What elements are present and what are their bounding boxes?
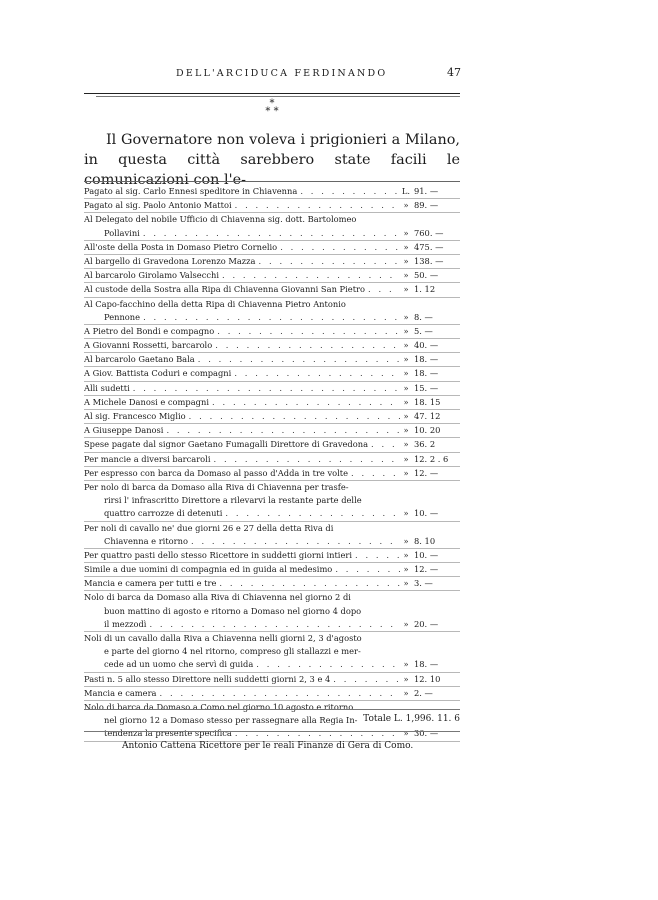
entry-line — [84, 213, 460, 226]
ledger-entry — [84, 687, 460, 700]
entry-line — [84, 269, 460, 282]
ledger-entry — [84, 673, 460, 686]
entry-text: Alli sudetti — [84, 382, 130, 393]
entry-text: Spese pagate dal signor Gaetano Fumagalli Direttore di Gravedona — [84, 439, 369, 450]
ledger-entry — [84, 410, 460, 423]
expense-ledger — [84, 185, 460, 742]
entry-text: Mancia e camera — [84, 687, 157, 698]
ledger-entry — [84, 438, 460, 451]
entry-line — [84, 481, 460, 494]
entry-amount: 1. 12 — [414, 284, 436, 295]
entry-currency: » — [403, 241, 409, 252]
leader-dots — [235, 199, 400, 212]
entry-line — [84, 658, 460, 671]
entry-text: Chiavenna e ritorno — [104, 535, 188, 546]
ledger-entry — [84, 467, 460, 480]
ledger-entry — [84, 577, 460, 590]
entry-text: Noli di un cavallo dalla Riva a Chiavenna nelli giorni 2, 3 d'agosto — [84, 633, 362, 643]
entry-currency: » — [403, 411, 409, 421]
entry-text: Al barcarolo Gaetano Bala — [84, 354, 195, 365]
leader-dots — [160, 687, 400, 700]
entry-text: cede ad un uomo che servì di guida — [104, 659, 254, 670]
entry-currency: » — [403, 508, 409, 519]
ledger-entry — [84, 325, 460, 338]
ledger-entry — [84, 563, 460, 576]
entry-line — [84, 185, 460, 198]
entry-amount: 91. — — [414, 186, 439, 196]
ledger-entry — [84, 382, 460, 395]
entry-line — [84, 311, 460, 324]
leader-dots — [355, 549, 400, 562]
ledger-entry — [84, 213, 460, 239]
entry-amount: 89. — — [414, 200, 439, 211]
entry-amount: 10. — — [414, 508, 439, 519]
entry-text: A Giuseppe Danosi — [84, 425, 164, 436]
leader-dots — [333, 673, 400, 686]
entry-currency: L. — [401, 186, 411, 196]
entry-amount: 475. — — [414, 241, 444, 252]
entry-line — [84, 199, 460, 212]
entry-line — [84, 618, 460, 631]
entry-line — [84, 438, 460, 451]
entry-currency: » — [403, 549, 409, 560]
entry-currency: » — [403, 382, 409, 393]
entry-line — [84, 605, 460, 618]
entry-amount: 10. 20 — [414, 425, 441, 436]
ledger-total: Totale L. 1,996. 11. 6 — [363, 714, 460, 724]
entry-amount: 2. — — [414, 687, 433, 698]
entry-currency: » — [403, 564, 409, 575]
entry-text: Pagato al sig. Paolo Antonio Mattoi — [84, 200, 232, 211]
entry-text: A Pietro del Bondi e compagno — [84, 325, 215, 336]
entry-text: Nolo di barca da Domaso alla Riva di Chiavenna nel giorno 2 di — [84, 592, 351, 603]
asterism-star-left: * — [265, 106, 271, 117]
leader-dots — [143, 227, 400, 240]
entry-text: Per quattro pasti dello stesso Ricettore in suddetti giorni intieri — [84, 549, 352, 560]
ledger-entry — [84, 241, 460, 254]
entry-text: Al custode della Sostra alla Ripa di Chiavenna Giovanni San Pietro — [84, 284, 365, 295]
entry-text: nel giorno 12 a Domaso stesso per rassegnare alla Regia In- — [104, 715, 358, 726]
entry-currency: » — [403, 200, 409, 211]
entry-currency: » — [403, 535, 409, 546]
entry-text: Pagato al sig. Carlo Ennesi speditore in Chiavenna — [84, 186, 298, 196]
entry-amount: 138. — — [414, 255, 444, 266]
entry-amount: 18. 15 — [414, 396, 441, 407]
entry-amount: 3. — — [414, 578, 433, 589]
ledger-entry — [84, 298, 460, 324]
entry-line — [84, 549, 460, 562]
leader-dots — [149, 618, 400, 631]
entry-line — [84, 701, 460, 714]
entry-currency: » — [403, 368, 409, 379]
leader-dots — [213, 453, 400, 466]
entry-amount: 12. 10 — [414, 673, 441, 684]
signature-line: Antonio Cattena Ricettore per le reali Finanze di Gera di Como. — [122, 741, 414, 751]
entry-currency: » — [403, 227, 409, 238]
leader-dots — [219, 577, 400, 590]
entry-text: Al Delegato del nobile Ufficio di Chiavenna sig. dott. Bartolomeo — [84, 214, 357, 225]
entry-amount: 10. — — [414, 549, 439, 560]
leader-dots — [166, 424, 400, 437]
header-rule — [84, 93, 460, 94]
leader-dots — [235, 727, 400, 740]
asterism-star-top: * — [269, 98, 275, 109]
ledger-entry — [84, 185, 460, 198]
header-rule-thin — [96, 96, 460, 97]
entry-line — [84, 727, 460, 740]
entry-line — [84, 453, 460, 466]
entry-line — [84, 283, 460, 296]
entry-amount: 50. — — [414, 270, 439, 281]
entry-line — [84, 577, 460, 590]
entry-line — [84, 687, 460, 700]
entry-text: A Michele Danosi e compagni — [84, 396, 209, 407]
entry-line — [84, 396, 460, 409]
entry-text: Nolo di barca da Domaso a Como nel giorno 10 agosto e ritorno — [84, 701, 354, 712]
entry-currency: » — [403, 618, 409, 629]
page-number: 47 — [447, 66, 461, 79]
entry-currency: » — [403, 728, 409, 739]
entry-currency: » — [403, 453, 409, 464]
entry-text: il mezzodì — [104, 618, 147, 629]
entry-text: Al sig. Francesco Miglio — [84, 411, 186, 421]
entry-currency: » — [403, 687, 409, 698]
entry-line — [84, 563, 460, 576]
entry-line — [84, 255, 460, 268]
entry-currency: » — [403, 255, 409, 266]
entry-currency: » — [403, 311, 409, 322]
ledger-entry — [84, 481, 460, 521]
entry-line — [84, 227, 460, 240]
entry-line — [84, 591, 460, 604]
entry-amount: 15. — — [414, 382, 439, 393]
entry-currency: » — [403, 659, 409, 670]
leader-dots — [133, 382, 400, 395]
ledger-entry — [84, 396, 460, 409]
entry-text: Per noli di cavallo ne' due giorni 26 e 27 della detta Riva di — [84, 522, 334, 533]
entry-amount: 18. — — [414, 659, 439, 670]
leader-dots — [143, 311, 400, 324]
entry-currency: » — [403, 439, 409, 450]
entry-amount: 18. — — [414, 368, 439, 379]
entry-amount: 12. — — [414, 467, 439, 478]
leader-dots — [212, 396, 400, 409]
entry-currency: » — [403, 325, 409, 336]
entry-text: Al bargello di Gravedona Lorenzo Mazza — [84, 255, 256, 266]
entry-text: e parte del giorno 4 nel ritorno, compreso gli stallazzi e mer- — [104, 646, 361, 657]
entry-text: A Giov. Battista Coduri e compagni — [84, 368, 232, 379]
leader-dots — [351, 467, 400, 480]
entry-currency: » — [403, 270, 409, 281]
entry-currency: » — [403, 467, 409, 478]
entry-text: Mancia e camera per tutti e tre — [84, 578, 217, 589]
entry-currency: » — [403, 340, 409, 351]
ledger-top-rule — [84, 181, 460, 182]
entry-amount: 18. — — [414, 354, 439, 365]
entry-text: quattro carrozze di detenuti — [104, 508, 223, 519]
leader-dots — [189, 410, 400, 423]
entry-text: Per espresso con barca da Domaso al passo d'Adda in tre volte — [84, 467, 349, 478]
entry-amount: 47. 12 — [414, 411, 441, 421]
entry-currency: » — [403, 396, 409, 407]
leader-dots — [215, 339, 400, 352]
entry-line — [84, 353, 460, 366]
entry-text: A Giovanni Rossetti, barcarolo — [84, 340, 213, 351]
ledger-entry — [84, 199, 460, 212]
entry-line — [84, 522, 460, 535]
entry-line — [84, 339, 460, 352]
ledger-entry — [84, 283, 460, 296]
entry-currency: » — [403, 425, 409, 436]
leader-dots — [225, 507, 400, 520]
entry-text: tendenza la presente specifica — [104, 728, 232, 739]
running-title: DELL'ARCIDUCA FERDINANDO — [176, 68, 388, 79]
asterism-star-right: * — [273, 106, 279, 117]
section-asterism — [262, 100, 282, 116]
total-rule-top — [84, 709, 460, 710]
entry-text: Pasti n. 5 allo stesso Direttore nelli suddetti giorni 2, 3 e 4 — [84, 673, 331, 684]
leader-dots — [368, 283, 400, 296]
entry-line — [84, 673, 460, 686]
leader-dots — [280, 241, 400, 254]
leader-dots — [256, 658, 400, 671]
entry-text: All'oste della Posta in Domaso Pietro Cornelio — [84, 241, 278, 252]
ledger-entry — [84, 549, 460, 562]
ledger-entry — [84, 255, 460, 268]
entry-line — [84, 410, 460, 423]
leader-dots — [300, 185, 400, 198]
entry-line — [84, 424, 460, 437]
entry-amount: 760. — — [414, 227, 444, 238]
entry-line — [84, 467, 460, 480]
entry-currency: » — [403, 284, 409, 295]
entry-currency: » — [403, 354, 409, 365]
entry-amount: 8. 10 — [414, 535, 436, 546]
leader-dots — [234, 367, 400, 380]
entry-line — [84, 632, 460, 645]
entry-text: Pennone — [104, 311, 141, 322]
entry-text: Simile a due uomini di compagnia ed in guida al medesimo — [84, 564, 333, 575]
leader-dots — [222, 269, 400, 282]
entry-line — [84, 298, 460, 311]
entry-line — [84, 645, 460, 658]
intro-paragraph: Il Governatore non voleva i prigionieri a Milano, in questa città sarebbero state facili le comunicazioni con l'e- — [84, 132, 460, 188]
ledger-entry — [84, 269, 460, 282]
entry-amount: 8. — — [414, 311, 433, 322]
leader-dots — [371, 438, 400, 451]
entry-amount: 5. — — [414, 325, 433, 336]
entry-line — [84, 494, 460, 507]
entry-line — [84, 507, 460, 520]
entry-currency: » — [403, 673, 409, 684]
ledger-entry — [84, 453, 460, 466]
entry-amount: 12. — — [414, 564, 439, 575]
leader-dots — [335, 563, 400, 576]
entry-line — [84, 241, 460, 254]
ledger-entry — [84, 353, 460, 366]
entry-amount: 12. 2 . 6 — [414, 453, 449, 464]
ledger-entry — [84, 591, 460, 631]
ledger-entry — [84, 522, 460, 548]
entry-amount: 36. 2 — [414, 439, 436, 450]
ledger-entry — [84, 424, 460, 437]
entry-text: Per mancie a diversi barcaroli — [84, 453, 211, 464]
leader-dots — [191, 535, 400, 548]
entry-text: rirsi l' infrascritto Direttore a rilevarvi la restante parte delle — [104, 495, 362, 506]
entry-amount: 40. — — [414, 340, 439, 351]
ledger-entry — [84, 367, 460, 380]
entry-currency: » — [403, 578, 409, 589]
entry-line — [84, 325, 460, 338]
entry-text: Al barcarolo Girolamo Valsecchi — [84, 270, 219, 281]
entry-line — [84, 367, 460, 380]
entry-text: Al Capo-facchino della detta Ripa di Chiavenna Pietro Antonio — [84, 298, 346, 309]
entry-amount: 30. — — [414, 728, 439, 739]
total-rule-bottom — [84, 731, 460, 732]
entry-amount: 20. — — [414, 618, 439, 629]
entry-text: Per nolo di barca da Domaso alla Riva di Chiavenna per trasfe- — [84, 481, 349, 492]
entry-text: buon mattino di agosto e ritorno a Domaso nel giorno 4 dopo — [104, 605, 362, 616]
ledger-entry — [84, 339, 460, 352]
entry-line — [84, 535, 460, 548]
entry-text: Pollavini — [104, 227, 140, 238]
leader-dots — [217, 325, 400, 338]
leader-dots — [259, 255, 400, 268]
ledger-entry — [84, 632, 460, 672]
entry-line — [84, 382, 460, 395]
leader-dots — [198, 353, 400, 366]
